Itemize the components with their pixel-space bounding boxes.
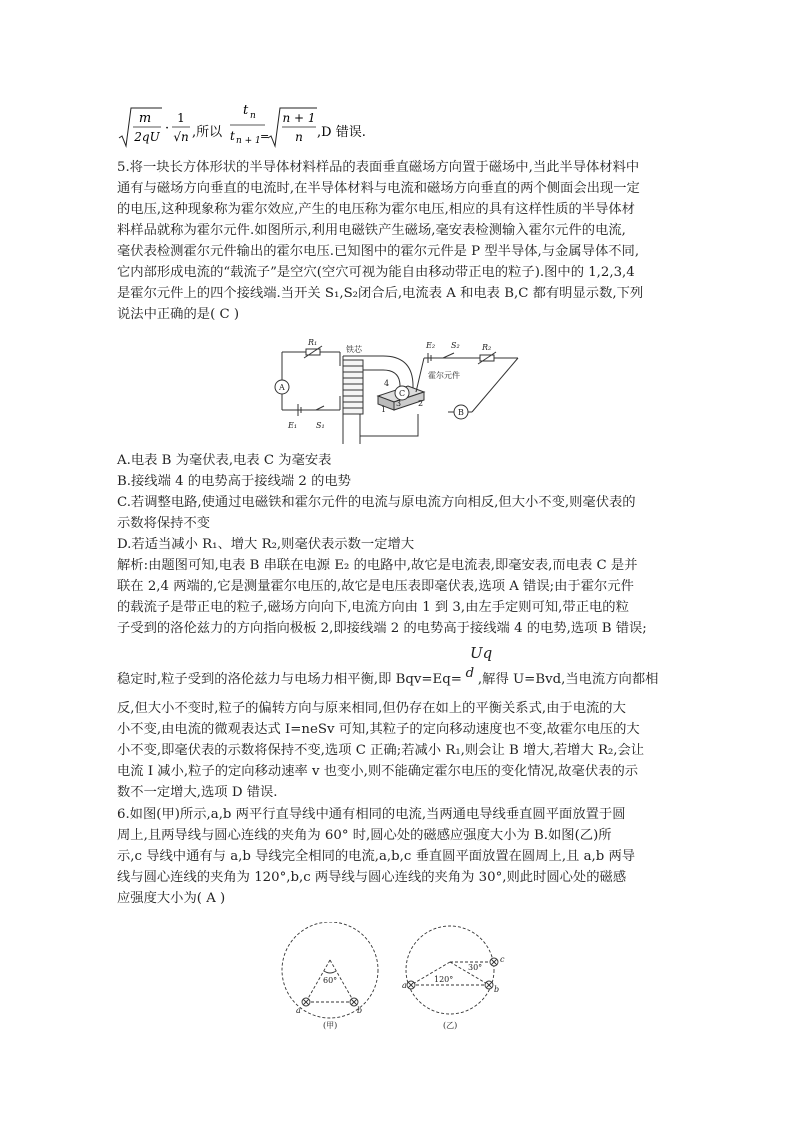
sqrt2-den: n [295, 130, 303, 144]
label-r1: R₁ [308, 338, 318, 347]
q6-line-3: 示,c 导线中通有与 a,b 导线完全相同的电流,a,b,c 垂直圆平面放置在圆周上,且 a,b 两导 [117, 849, 636, 864]
yi-angle1-label: 120° [434, 975, 454, 984]
top-formula [117, 100, 417, 150]
eq-sign: = [260, 130, 270, 143]
q5-line-5: 毫伏表检测霍尔元件输出的霍尔电压.已知图中的霍尔元件是 P 型半导体,与金属导体不同, [117, 244, 640, 259]
option-c: C.若调整电路,使通过电磁铁和霍尔元件的电流与原电流方向相反,但大小不变,则毫伏表的 [117, 495, 636, 510]
label-c: C [399, 389, 406, 398]
q5-line-1: 5.将一块长方体形状的半导体材料样品的表面垂直磁场方向置于磁场中,当此半导体材料中 [117, 160, 640, 175]
label-r2: R₂ [482, 343, 492, 352]
q6-line-1: 6.如图(甲)所示,a,b 两平行直导线中通有相同的电流,当两通电导线垂直圆平面放置于圆 [117, 807, 626, 822]
label-b: B [458, 408, 464, 417]
t-den: t [230, 129, 235, 143]
option-c-cont: 示数将保持不变 [117, 516, 211, 531]
option-a: A.电表 B 为毫伏表,电表 C 为毫安表 [117, 453, 332, 468]
sqrt1-num: m [138, 111, 152, 126]
q6-line-2: 周上,且两导线与圆心连线的夹角为 60° 时,圆心处的磁感应强度大小为 B.如图(乙)所 [117, 828, 612, 843]
eq-num: Uq [470, 644, 493, 662]
option-b: B.接线端 4 的电势高于接线端 2 的电势 [117, 474, 351, 489]
q5-line-7: 是霍尔元件上的四个接线端.当开关 S₁,S₂闭合后,电流表 A 和电表 B,C 都有明显示数,下列 [117, 286, 644, 301]
yi-caption: (乙) [443, 1021, 458, 1030]
t-den-sub: n + 1 [236, 136, 261, 146]
analysis-line-4: 子受到的洛伦兹力的方向指向极板 2,即接线端 2 的电势高于接线端 4 的电势,选项 B 错误; [117, 621, 647, 636]
q6-line-4: 线与圆心连线的夹角为 120°,b,c 两导线与圆心连线的夹角为 30°,则此时圆心处的磁感 [117, 870, 627, 885]
sqrt2-num: n + 1 [282, 111, 316, 125]
q5-line-6: 它内部形成电流的“载流子”是空穴(空穴可视为能自由移动带正电的粒子).图中的 1,2,3,4 [117, 265, 635, 280]
label-t4: 4 [384, 379, 390, 388]
frac-den: √n [173, 130, 189, 144]
analysis-eq-pre: 稳定时,粒子受到的洛伦兹力与电场力相平衡,即 Bqv=Eq= [117, 672, 462, 687]
t-num: t [243, 103, 249, 118]
label-t1: 1 [381, 405, 387, 414]
yi-b-label: b [494, 985, 500, 994]
eq-den: d [465, 666, 475, 681]
analysis2-line-2: 小不变,由电流的微观表达式 I=neSv 可知,其粒子的定向移动速度也不变,故霍尔电压的大 [117, 722, 640, 737]
so-text: ,所以 [192, 125, 223, 140]
analysis-line-2: 联在 2,4 两端的,它是测量霍尔电压的,故它是电压表即毫伏表,选项 A 错误;由于霍尔元件 [117, 579, 634, 594]
jia-b-label: b [357, 1006, 363, 1015]
analysis2-line-4: 电流 I 减小,粒子的定向移动速率 v 也变小,则不能确定霍尔电压的变化情况,故毫伏表的示 [117, 764, 639, 779]
label-t2: 2 [418, 399, 424, 408]
label-core: 铁芯 [346, 345, 362, 354]
jia-angle-label: 60° [323, 976, 338, 985]
analysis2-line-1: 反,但大小不变时,粒子的偏转方向与原来相同,但仍存在如上的平衡关系式,由于电流的大 [117, 701, 626, 716]
t-num-sub: n [250, 111, 256, 121]
q6-line-5: 应强度大小为( A ) [117, 891, 226, 906]
q5-line-8: 说法中正确的是( C ) [117, 307, 240, 322]
option-d: D.若适当减小 R₁、增大 R₂,则毫伏表示数一定增大 [117, 537, 415, 552]
jia-a-label: a [296, 1006, 301, 1015]
label-e1: E₁ [288, 421, 298, 430]
analysis2-line-3: 小不变,即毫伏表的示数将保持不变,选项 C 正确;若减小 R₁,则会让 B 增大,若增大 R₂,会让 [117, 743, 645, 758]
sqrt1-den: 2qU [134, 130, 160, 144]
yi-a-label: a [402, 981, 407, 990]
hall-effect-figure [268, 336, 526, 444]
circle-figures [280, 922, 530, 1030]
label-s1: S₁ [316, 421, 325, 430]
label-hall: 霍尔元件 [428, 371, 460, 380]
analysis-eq-line [117, 666, 659, 690]
yi-angle2-label: 30° [468, 963, 483, 972]
label-e2: E₂ [426, 341, 436, 350]
analysis-line-3: 的载流子是带正电的粒子,磁场方向向下,电流方向由 1 到 3,由左手定则可知,带正电的粒 [117, 600, 629, 615]
q5-line-3: 的电压,这种现象称为霍尔效应,产生的电压称为霍尔电压,相应的具有这样性质的半导体材 [117, 202, 635, 217]
q5-line-4: 料样品就称为霍尔元件.如图所示,利用电磁铁产生磁场,毫安表检测输入霍尔元件的电流, [117, 223, 626, 238]
label-t3: 3 [396, 399, 402, 408]
label-a: A [279, 383, 285, 392]
analysis-line-1: 解析:由题图可知,电表 B 串联在电源 E₂ 的电路中,故它是电流表,即毫安表,而电表 C 是并 [117, 558, 638, 573]
analysis2-line-5: 数不一定增大,选项 D 错误. [117, 785, 278, 800]
analysis-eq-post: ,解得 U=Bvd,当电流方向都相 [477, 672, 659, 687]
yi-c-label: c [500, 955, 505, 964]
label-s2: S₂ [451, 341, 460, 350]
jia-caption: (甲) [323, 1021, 338, 1030]
jia-circle [282, 922, 378, 1018]
top-formula-svg [117, 100, 417, 150]
frac-num: 1 [177, 111, 185, 125]
dot: · [165, 121, 170, 136]
q5-line-2: 通有与磁场方向垂直的电流时,在半导体材料与电流和磁场方向垂直的两个侧面会出现一定 [117, 181, 640, 196]
d-wrong: ,D 错误. [317, 125, 366, 140]
